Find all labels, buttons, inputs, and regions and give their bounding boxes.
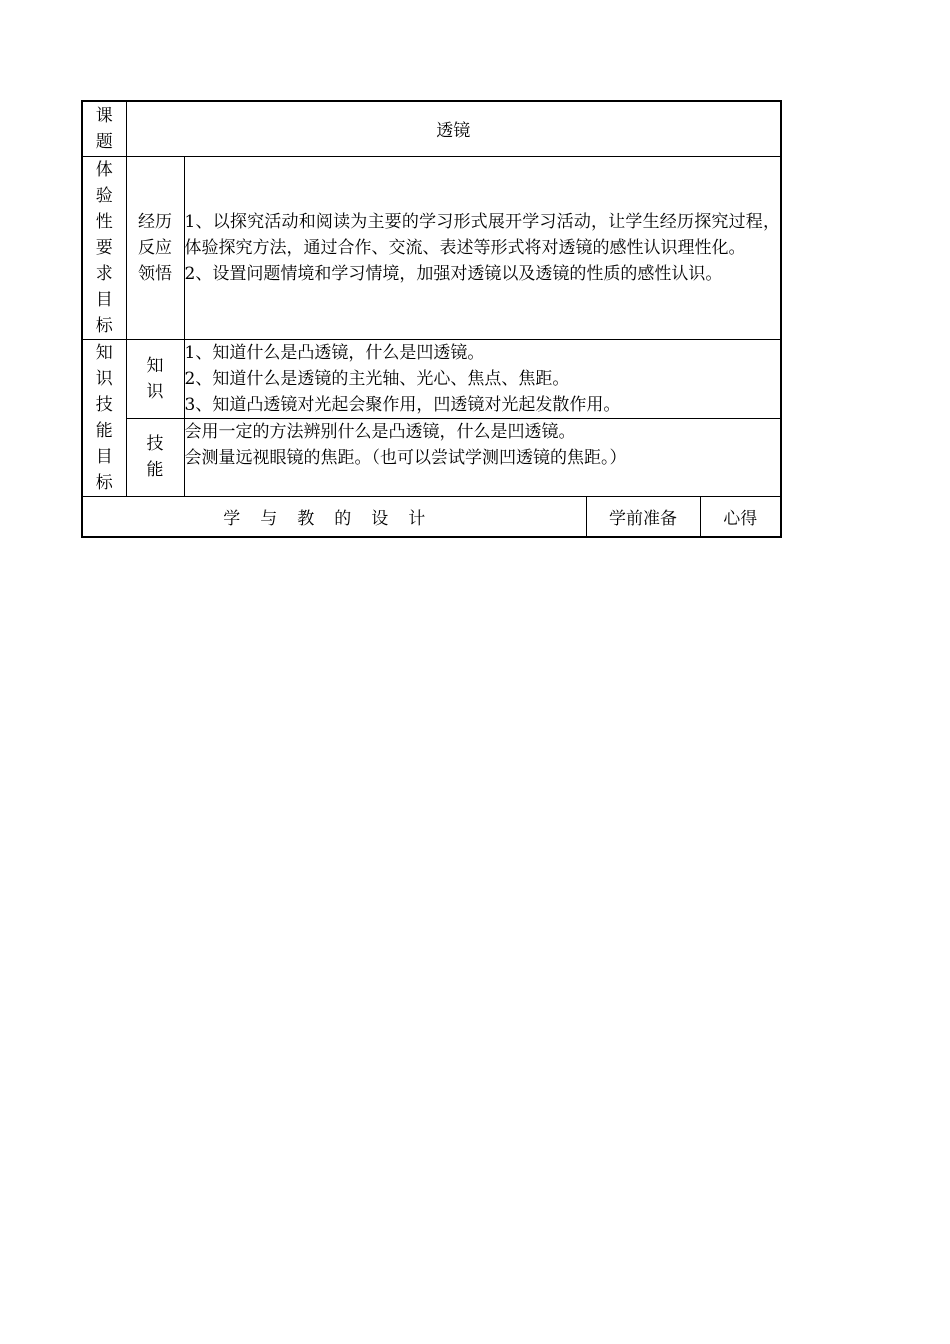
experience-content — [184, 156, 781, 339]
knowledge-item: 1、知道什么是凸透镜，什么是凹透镜。 — [184, 342, 485, 363]
skill-item: 会用一定的方法辨别什么是凸透镜，什么是凹透镜。 — [184, 421, 576, 442]
notes-header: 心得 — [700, 496, 781, 537]
knowledge-row — [82, 339, 781, 418]
design-header: 学与教的设计 — [82, 496, 586, 537]
lesson-plan-table — [81, 100, 782, 538]
knowledge-group-label: 知 识 技 能 目 标 — [82, 339, 126, 496]
knowledge-content — [184, 339, 781, 418]
topic-row — [82, 101, 781, 156]
experience-row — [82, 156, 781, 339]
prep-header: 学前准备 — [586, 496, 700, 537]
experience-item: 1、以探究活动和阅读为主要的学习形式展开学习活动，让学生经历探究过程，体验探究方法，通过合作、交流、表述等形式将对透镜的感性认识理性化。 — [184, 211, 780, 258]
experience-item: 2、设置问题情境和学习情境，加强对透镜以及透镜的性质的感性认识。 — [184, 263, 723, 284]
skill-sub-label: 技 能 — [126, 418, 184, 496]
knowledge-sub-label: 知 识 — [126, 339, 184, 418]
knowledge-item: 3、知道凸透镜对光起会聚作用，凹透镜对光起发散作用。 — [184, 394, 621, 415]
experience-sub-label: 经历 反应 领悟 — [126, 156, 184, 339]
skill-item: 会测量远视眼镜的焦距。（也可以尝试学测凹透镜的焦距。） — [184, 447, 627, 468]
skill-row — [82, 418, 781, 496]
footer-row — [82, 496, 781, 537]
experience-group-label: 体 验 性 要 求 目 标 — [82, 156, 126, 339]
knowledge-item: 2、知道什么是透镜的主光轴、光心、焦点、焦距。 — [184, 368, 570, 389]
topic-value: 透镜 — [126, 101, 781, 156]
topic-label: 课 题 — [82, 101, 126, 156]
skill-content — [184, 418, 781, 496]
